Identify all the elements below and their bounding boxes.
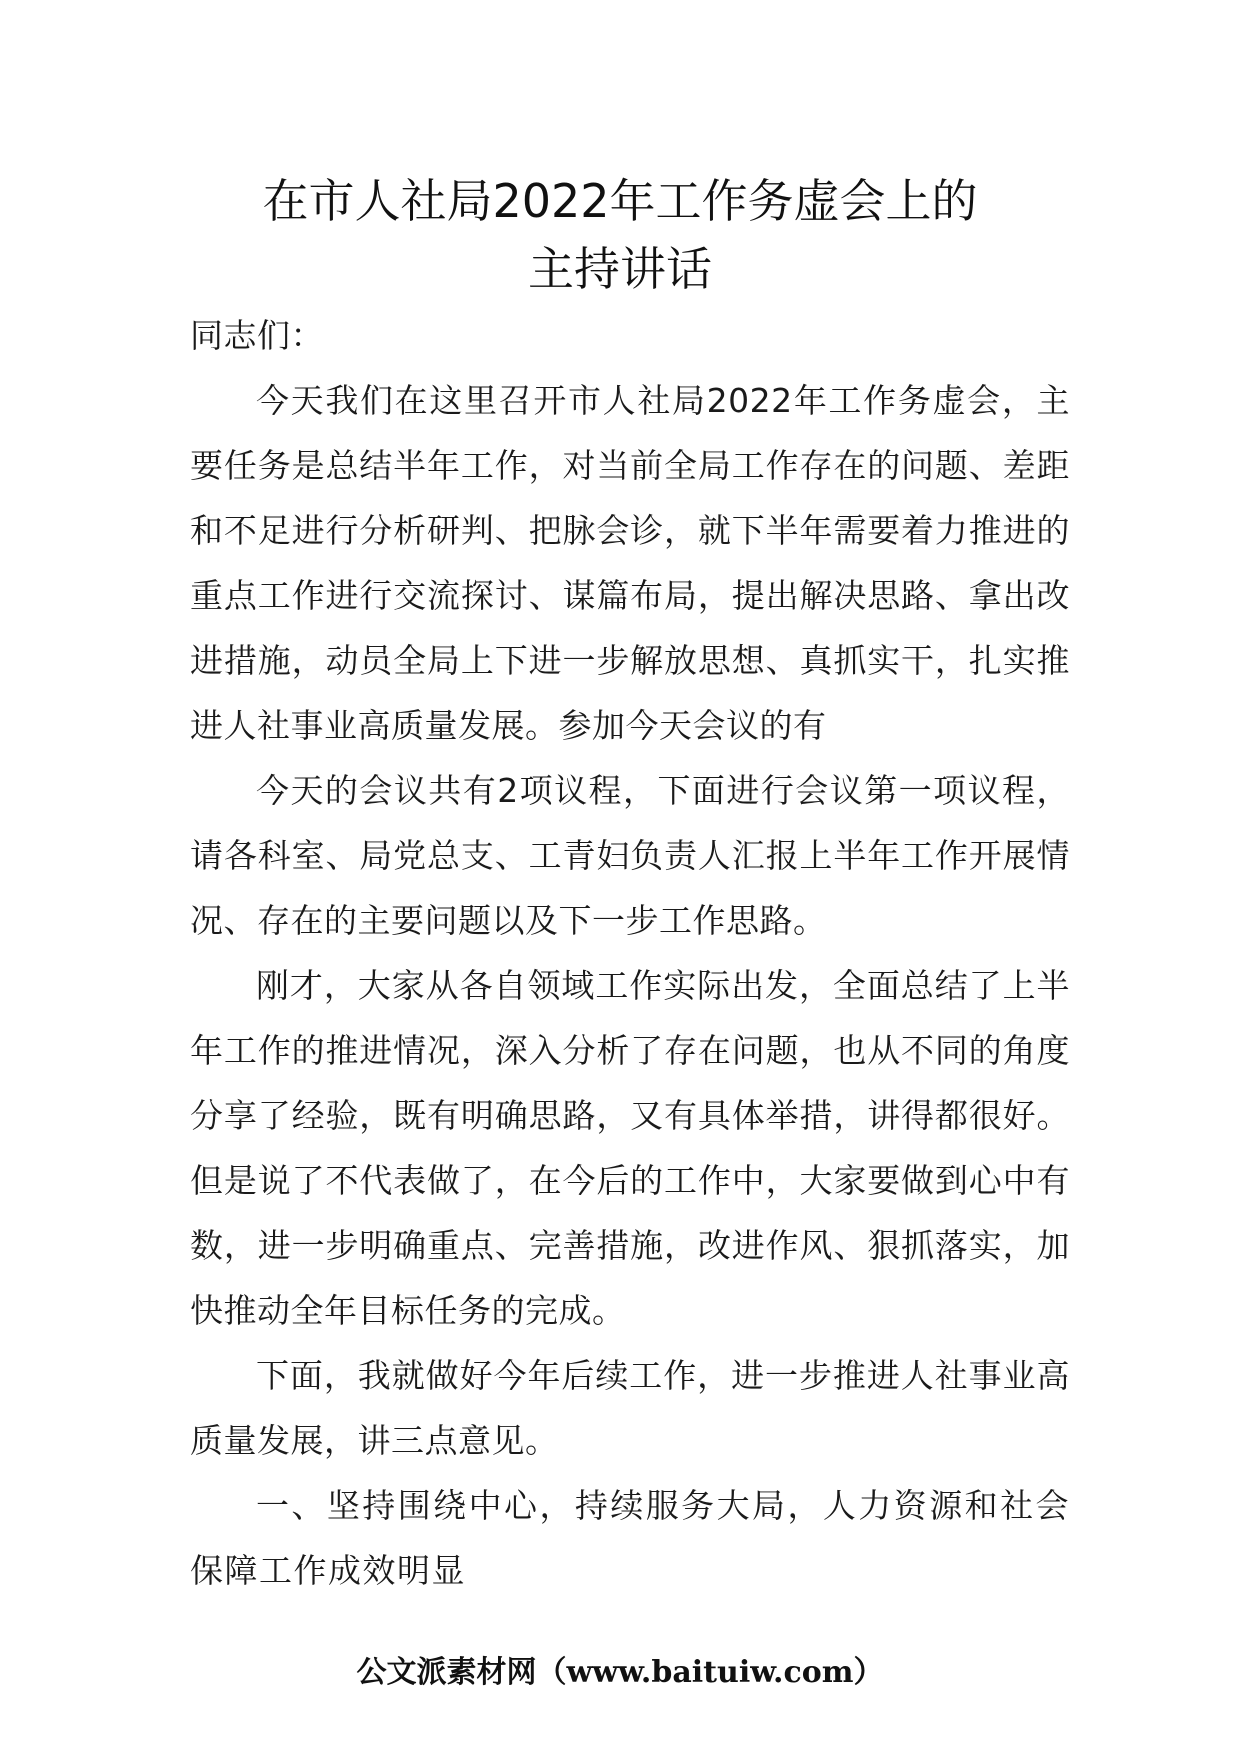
paragraph-1: 今天我们在这里召开市人社局2022年工作务虚会，主要任务是总结半年工作，对当前全局工作存在的问题、差距和不足进行分析研判、把脉会诊，就下半年需要着力推进的重点工作进行交流探讨、谋篇布局，提出解决思路、拿出改进措施，动员全局上下进一步解放思想、真抓实干，扎实推进人社事业高质量发展。参加今天会议的有 bbox=[190, 381, 1070, 745]
document-title-line1: 在市人社局2022年工作务虚会上的 bbox=[262, 174, 978, 228]
paragraph-3: 刚才，大家从各自领域工作实际出发，全面总结了上半年工作的推进情况，深入分析了存在问题，也从不同的角度分享了经验，既有明确思路，又有具体举措，讲得都很好。但是说了不代表做了，在今后的工作中，大家要做到心中有数，进一步明确重点、完善措施，改进作风、狠抓落实，加快推动全年目标任务的完成。 bbox=[190, 966, 1070, 1330]
salutation: 同志们： bbox=[190, 316, 324, 355]
paragraph-2: 今天的会议共有2项议程，下面进行会议第一项议程，请各科室、局党总支、工青妇负责人汇报上半年工作开展情况、存在的主要问题以及下一步工作思路。 bbox=[190, 771, 1070, 940]
document-title-line2: 主持讲话 bbox=[528, 242, 712, 296]
section-heading-1: 一、坚持围绕中心，持续服务大局，人力资源和社会保障工作成效明显 bbox=[190, 1486, 1070, 1590]
paragraph-4: 下面，我就做好今年后续工作，进一步推进人社事业高质量发展，讲三点意见。 bbox=[190, 1356, 1070, 1460]
document-body bbox=[190, 303, 1070, 1603]
footer-watermark-text: 公文派素材网（www.baituiw.com） bbox=[356, 1655, 884, 1690]
